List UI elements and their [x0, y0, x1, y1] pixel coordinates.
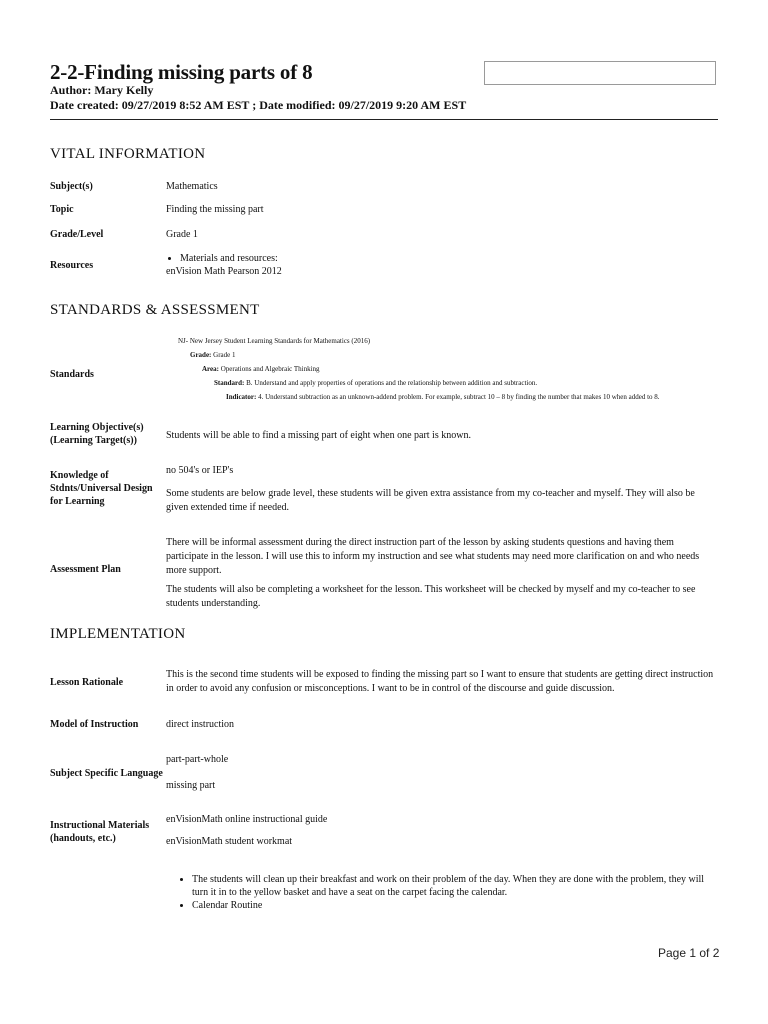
assessment-paragraph: There will be informal assessment during the direct instruction part of the lesson by asking students questions and having them participate in the lesson. I will use this to inform my instruction and see what students may need more clarification on and who needs more support.	[166, 537, 700, 576]
standards-standard-value: B. Understand and apply properties of operations and the relationship between addition and subtraction.	[246, 379, 538, 387]
knowledge-paragraph: Some students are below grade level, these students will be given extra assistance from my co-teacher and myself. They will also be given extended time if needed.	[166, 488, 695, 513]
document-author: Author: Mary Kelly	[50, 83, 154, 97]
knowledge-paragraph: no 504's or IEP's	[166, 465, 234, 476]
standards-grade	[190, 351, 742, 360]
row-value	[166, 753, 718, 793]
row-value	[166, 464, 718, 515]
standards-indicator-key: Indicator:	[226, 393, 257, 401]
row-value: Mathematics	[166, 181, 218, 192]
standards-area-value: Operations and Algebraic Thinking	[220, 365, 320, 373]
row-label: Learning Objective(s) (Learning Target(s))	[50, 422, 144, 446]
row-label: Topic	[50, 204, 74, 215]
section-heading-standards: STANDARDS & ASSESSMENT	[50, 302, 260, 318]
standards-framework: NJ- New Jersey Student Learning Standards for Mathematics (2016)	[178, 337, 371, 345]
row-value: Students will be able to find a missing part of eight when one part is known.	[166, 430, 471, 441]
list-item: • Calendar Routine	[192, 899, 718, 912]
procedure-list	[166, 873, 718, 912]
language-term: missing part	[166, 780, 216, 791]
section-heading-vital: VITAL INFORMATION	[50, 146, 206, 162]
row-label: Instructional Materials (handouts, etc.)	[50, 820, 150, 844]
row-value: direct instruction	[166, 719, 235, 730]
row-label: Model of Instruction	[50, 719, 139, 730]
row-label: Resources	[50, 260, 94, 271]
standards-area	[202, 365, 754, 374]
page-number: Page 1 of 2	[658, 946, 720, 960]
section-heading-implementation: IMPLEMENTATION	[50, 626, 186, 642]
row-value	[166, 813, 718, 849]
row-label: Knowledge of Stdnts/Universal Design for Learning	[50, 470, 153, 507]
row-value: Grade 1	[166, 229, 198, 240]
row-value	[166, 252, 718, 278]
list-item: • Materials and resources:	[180, 252, 718, 265]
standards-area-key: Area:	[202, 365, 219, 373]
standards-detail	[166, 337, 718, 402]
row-label: Lesson Rationale	[50, 677, 124, 688]
standards-grade-key: Grade:	[190, 351, 212, 359]
standards-grade-value: Grade 1	[213, 351, 236, 359]
resource-detail: enVision Math Pearson 2012	[166, 266, 282, 277]
materials-item: enVisionMath student workmat	[166, 836, 293, 847]
row-label: Standards	[50, 369, 94, 380]
materials-item: enVisionMath online instructional guide	[166, 814, 328, 825]
document-dates: Date created: 09/27/2019 8:52 AM EST ; Date modified: 09/27/2019 9:20 AM EST	[50, 98, 467, 112]
list-item: • The students will clean up their breakfast and work on their problem of the day. When they are done with the problem, they will turn it in to the yellow basket and have a seat on the carpet facing the calendar.	[192, 873, 718, 899]
row-value: This is the second time students will be exposed to finding the missing part so I want to ensure that students are getting direct instruction in order to avoid any confusion or misconceptions. I want to be in control of the discourse and guide discussion.	[166, 669, 714, 694]
row-label: Subject(s)	[50, 181, 93, 192]
row-value: Finding the missing part	[166, 204, 264, 215]
document-title: 2-2-Finding missing parts of 8	[50, 60, 313, 84]
standards-standard-key: Standard:	[214, 379, 245, 387]
header-blank-box	[484, 61, 716, 85]
standards-indicator	[226, 393, 716, 402]
row-value	[166, 536, 718, 611]
standards-standard	[214, 379, 766, 388]
row-label: Grade/Level	[50, 229, 104, 240]
row-label: Subject Specific Language	[50, 768, 163, 779]
header-divider	[50, 119, 718, 120]
language-term: part-part-whole	[166, 754, 229, 765]
assessment-paragraph: The students will also be completing a worksheet for the lesson. This worksheet will be checked by myself and my co-teacher to see students understanding.	[166, 584, 696, 609]
standards-indicator-value: 4. Understand subtraction as an unknown-addend problem. For example, subtract 10 – 8 by finding the number that makes 10 when added to 8.	[258, 393, 660, 401]
row-label: Assessment Plan	[50, 564, 121, 575]
